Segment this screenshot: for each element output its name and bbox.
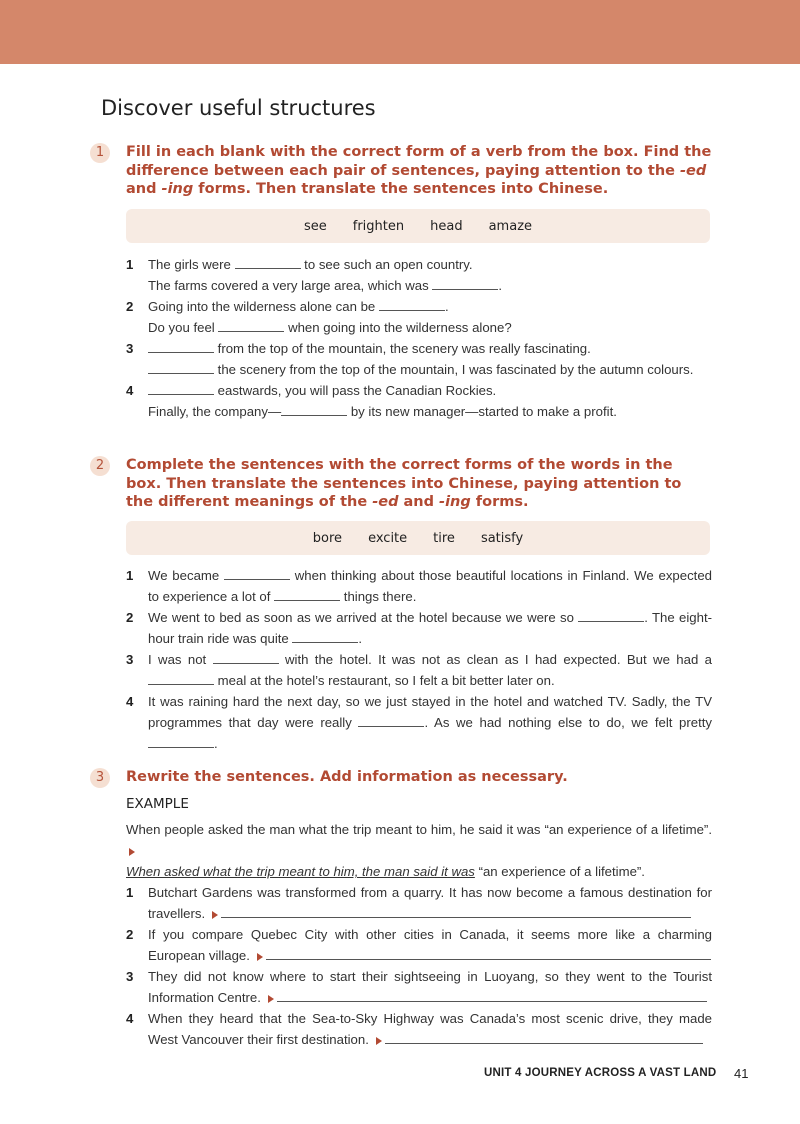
answer-blank[interactable] [213, 652, 279, 664]
answer-blank[interactable] [358, 715, 424, 727]
word-box [126, 521, 710, 555]
word-box [126, 209, 710, 243]
answer-blank[interactable] [148, 736, 214, 748]
answer-blank[interactable] [148, 362, 214, 374]
arrow-icon [257, 953, 263, 961]
word: see [303, 218, 327, 234]
list-item: 3 They did not know where to start their sightseeing in Luoyang, so they went to the Tourist Information Centre. [126, 969, 712, 1005]
list-item: 1 The girls were to see such an open country. The farms covered a very large area, which was . [126, 257, 503, 293]
list-item: 3 from the top of the mountain, the scenery was really fascinating. the scenery from the top of the mountain, I was fascinated by the autumn colours. [126, 341, 694, 377]
answer-blank[interactable] [148, 673, 214, 685]
list-item: 3 I was not with the hotel. It was not as clean as I had expected. But we had a meal at the hotel’s restaurant, so I felt a bit better later on. [126, 652, 713, 688]
answer-blank[interactable] [218, 320, 284, 332]
arrow-icon [212, 911, 218, 919]
task-instruction: Fill in each blank with the correct form of a verb from the box. Find the difference between each pair of sentences, paying attention to the -ed and -ing forms. Then translate the sentences into Chinese. [126, 144, 712, 197]
list-item: 2 Going into the wilderness alone can be . Do you feel when going into the wilderness alone? [126, 299, 512, 335]
answer-blank[interactable] [148, 341, 214, 353]
word: frighten [352, 218, 405, 234]
answer-blank[interactable] [274, 589, 340, 601]
task-number: 1 [90, 143, 110, 163]
answer-line[interactable] [221, 905, 691, 918]
arrow-icon [129, 848, 135, 856]
arrow-icon [268, 995, 274, 1003]
list-item: 2 We went to bed as soon as we arrived at the hotel because we were so . The eight-hour train ride was quite . [126, 610, 713, 646]
word: amaze [488, 218, 533, 234]
answer-blank[interactable] [292, 631, 358, 643]
answer-line[interactable] [385, 1031, 703, 1044]
top-banner [0, 0, 800, 64]
task-number: 3 [90, 768, 110, 788]
list-item: 2 If you compare Quebec City with other cities in Canada, it seems more like a charming European village. [126, 927, 712, 963]
list-item: 4 It was raining hard the next day, so we just stayed in the hotel and watched TV. Sadly, the TV programmes that day were really . As we had nothing else to do, we felt pretty . [126, 694, 713, 751]
example-answer: When asked what the trip meant to him, the man said it was “an experience of a lifetime”. [126, 864, 645, 879]
answer-blank[interactable] [379, 299, 445, 311]
answer-blank[interactable] [235, 257, 301, 269]
answer-blank[interactable] [432, 278, 498, 290]
example-label: EXAMPLE [126, 796, 189, 812]
word: head [430, 218, 463, 234]
exercise-items [126, 794, 712, 1050]
task-instruction: Complete the sentences with the correct forms of the words in the box. Then translate the sentences into Chinese, paying attention to the different meanings of the -ed and -ing forms. [126, 457, 682, 510]
word: bore [312, 530, 343, 546]
list-item: 4 eastwards, you will pass the Canadian Rockies. Finally, the company— by its new manager—started to make a profit. [126, 383, 617, 419]
answer-blank[interactable] [148, 383, 214, 395]
list-item: 4 When they heard that the Sea-to-Sky Highway was Canada’s most scenic drive, they made West Vancouver their first destination. [126, 1011, 712, 1047]
task-instruction: Rewrite the sentences. Add information as necessary. [126, 769, 568, 785]
word: excite [368, 530, 408, 546]
list-item: 1 We became when thinking about those beautiful locations in Finland. We expected to experience a lot of things there. [126, 568, 713, 604]
answer-line[interactable] [266, 947, 711, 960]
example-text: When people asked the man what the trip meant to him, he said it was “an experience of a lifetime”. [126, 819, 712, 861]
page-number: 41 [734, 1066, 749, 1081]
word: tire [433, 530, 455, 546]
arrow-icon [376, 1037, 382, 1045]
answer-blank[interactable] [224, 568, 290, 580]
answer-line[interactable] [277, 989, 707, 1002]
section-title: Discover useful structures [101, 96, 376, 120]
answer-blank[interactable] [281, 404, 347, 416]
task-number: 2 [90, 456, 110, 476]
exercise-items [126, 254, 712, 422]
footer-unit: UNIT 4 JOURNEY ACROSS A VAST LAND [484, 1067, 717, 1079]
answer-blank[interactable] [578, 610, 644, 622]
list-item: 1 Butchart Gardens was transformed from a quarry. It has now become a famous destination for travellers. [126, 885, 712, 921]
exercise-items [126, 565, 712, 754]
word: satisfy [480, 530, 524, 546]
